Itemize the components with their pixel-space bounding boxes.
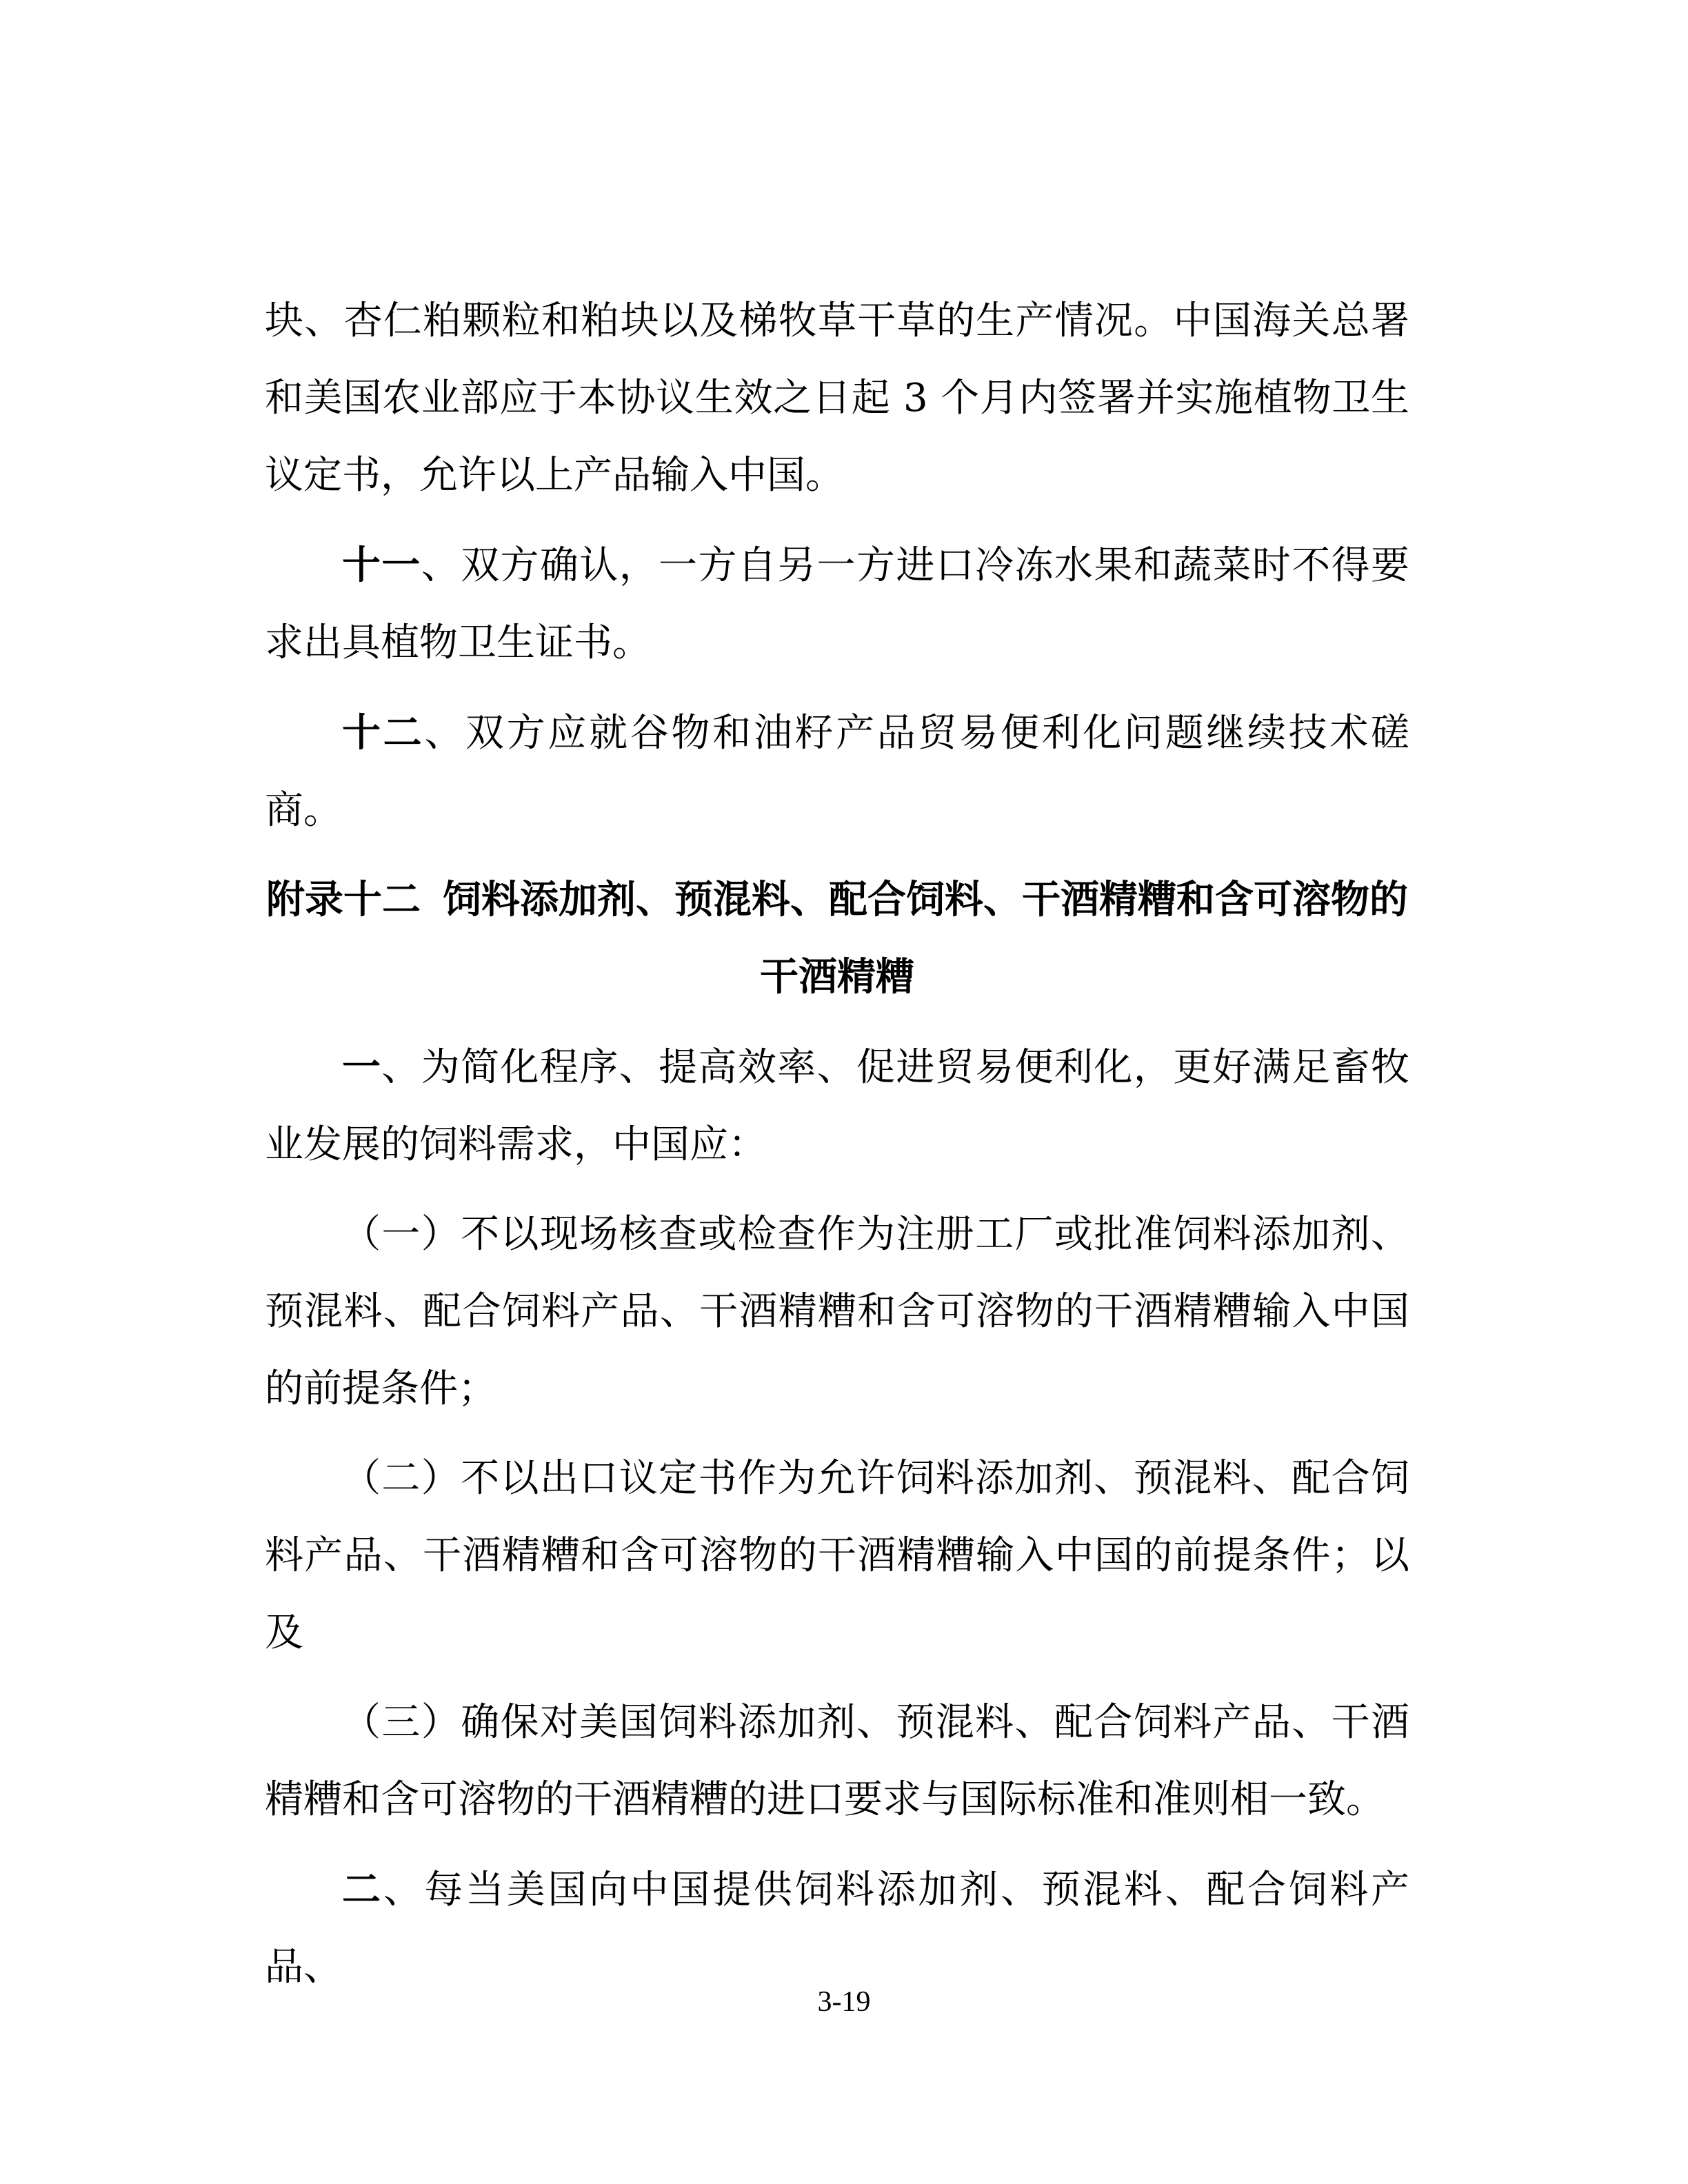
appendix-paragraph-two <box>265 1851 1409 2006</box>
paragraph-twelve <box>265 694 1409 849</box>
appendix-heading <box>265 862 1409 1016</box>
paragraph-continued <box>265 283 1409 514</box>
paragraph-eleven <box>265 527 1409 682</box>
paragraph-text: 、双方应就谷物和油籽产品贸易便利化问题继续技术磋商。 <box>265 711 1410 833</box>
paragraph-lead: 十一 <box>342 543 421 588</box>
appendix-title-line-1: 饲料添加剂、预混料、配合饲料、干酒精糟和含可溶物的 <box>443 878 1408 922</box>
body-text <box>265 283 1409 2019</box>
paragraph-text: 块、杏仁粕颗粒和粕块以及梯牧草干草的生产情况。中国海关总署和美国农业部应于本协议生效之日起 3 个月内签署并实施植物卫生议定书，允许以上产品输入中国。 <box>265 299 1409 498</box>
appendix-item-2 <box>265 1440 1409 1672</box>
paragraph-text: 、双方确认，一方自另一方进口冷冻水果和蔬菜时不得要求出具植物卫生证书。 <box>265 543 1410 665</box>
appendix-heading-line-1 <box>265 862 1409 939</box>
paragraph-text: 、每当美国向中国提供饲料添加剂、预混料、配合饲料产品、 <box>265 1868 1410 1990</box>
appendix-heading-line-2 <box>265 939 1409 1016</box>
paragraph-text: 、为简化程序、提高效率、促进贸易便利化，更好满足畜牧业发展的饲料需求，中国应： <box>265 1045 1410 1167</box>
paragraph-text: （二）不以出口议定书作为允许饲料添加剂、预混料、配合饲料产品、干酒精糟和含可溶物的干酒精糟输入中国的前提条件；以及 <box>265 1456 1409 1655</box>
appendix-title-line-2: 干酒精糟 <box>760 955 914 1000</box>
paragraph-text: （一）不以现场核查或检查作为注册工厂或批准饲料添加剂、预混料、配合饲料产品、干酒精糟和含可溶物的干酒精糟输入中国的前提条件； <box>265 1212 1409 1411</box>
appendix-number: 附录十二 <box>266 878 421 922</box>
paragraph-lead: 一 <box>342 1044 382 1090</box>
paragraph-lead: 二 <box>342 1867 383 1912</box>
page-number: 3-19 <box>817 1986 871 2018</box>
appendix-item-3 <box>265 1684 1409 1839</box>
paragraph-text: （三）确保对美国饲料添加剂、预混料、配合饲料产品、干酒精糟和含可溶物的干酒精糟的进口要求与国际标准和准则相一致。 <box>265 1700 1409 1822</box>
appendix-paragraph-one <box>265 1029 1409 1184</box>
appendix-item-1 <box>265 1196 1409 1428</box>
paragraph-lead: 十二 <box>342 710 425 756</box>
